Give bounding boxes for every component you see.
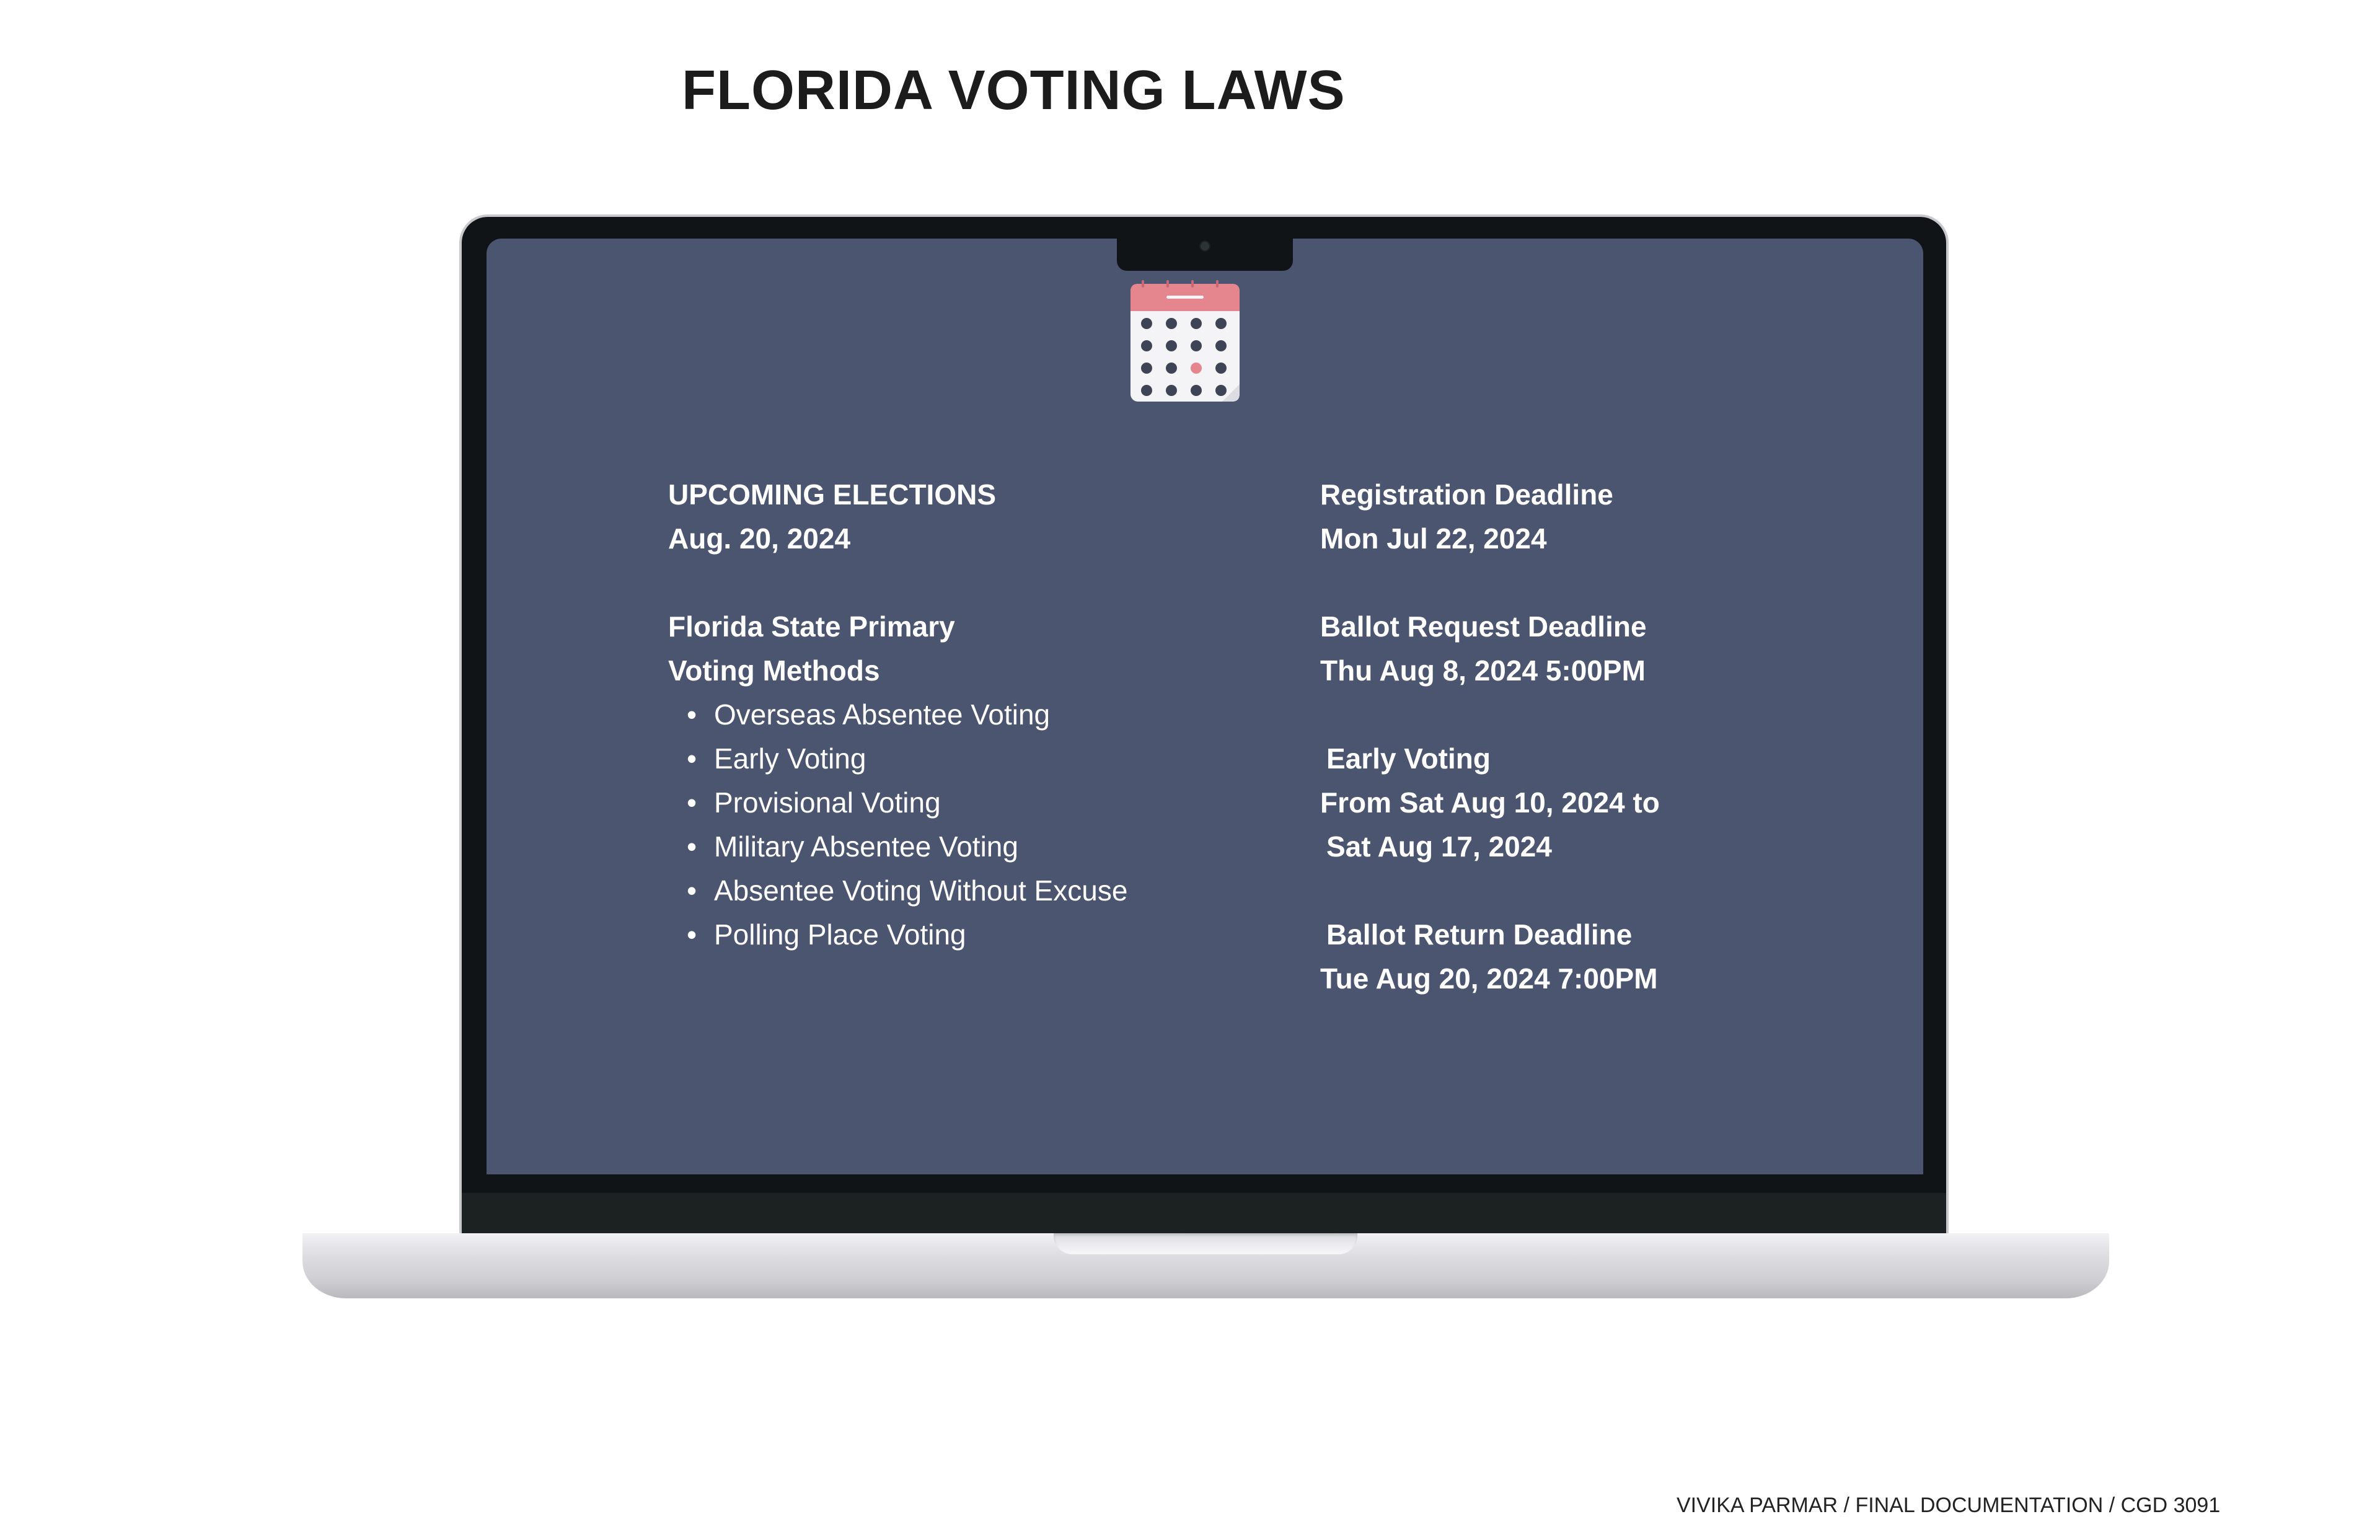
- screen-bottom-bezel: [462, 1193, 1946, 1233]
- voting-methods-list: [668, 693, 1226, 957]
- early-voting-start: From Sat Aug 10, 2024 to: [1320, 786, 1660, 819]
- voting-methods-heading: Voting Methods: [668, 654, 880, 687]
- ballot-request-deadline-date: Thu Aug 8, 2024 5:00PM: [1320, 654, 1646, 687]
- list-item: • Overseas Absentee Voting: [668, 693, 1226, 737]
- early-voting-label: Early Voting: [1326, 742, 1491, 775]
- spacer: [1320, 561, 1878, 605]
- election-date: Aug. 20, 2024: [668, 522, 851, 555]
- ballot-return-deadline-date: Tue Aug 20, 2024 7:00PM: [1320, 962, 1658, 995]
- spacer: [1320, 693, 1878, 737]
- calendar-icon: [1129, 279, 1241, 403]
- early-voting-end: Sat Aug 17, 2024: [1326, 830, 1552, 863]
- page-title: FLORIDA VOTING LAWS: [682, 59, 1346, 121]
- registration-deadline-date: Mon Jul 22, 2024: [1320, 522, 1547, 555]
- registration-deadline-label: Registration Deadline: [1320, 478, 1613, 511]
- spacer: [1320, 869, 1878, 913]
- list-item: • Provisional Voting: [668, 781, 1226, 825]
- list-item: • Military Absentee Voting: [668, 825, 1226, 869]
- ballot-request-deadline-label: Ballot Request Deadline: [1320, 610, 1647, 643]
- election-name: Florida State Primary: [668, 610, 955, 643]
- list-item: • Absentee Voting Without Excuse: [668, 869, 1226, 913]
- spacer: [668, 561, 1226, 605]
- camera-icon: [1201, 242, 1209, 250]
- upcoming-elections-heading: UPCOMING ELECTIONS: [668, 478, 997, 511]
- deadlines-column: [1320, 473, 1878, 1001]
- elections-column: [668, 473, 1226, 957]
- footer-credit: VIVIKA PARMAR / FINAL DOCUMENTATION / CGD 3091: [1677, 1494, 2221, 1517]
- list-item: • Early Voting: [668, 737, 1226, 781]
- ballot-return-deadline-label: Ballot Return Deadline: [1326, 918, 1633, 951]
- list-item: • Polling Place Voting: [668, 913, 1226, 957]
- laptop-opening-groove: [1054, 1233, 1357, 1254]
